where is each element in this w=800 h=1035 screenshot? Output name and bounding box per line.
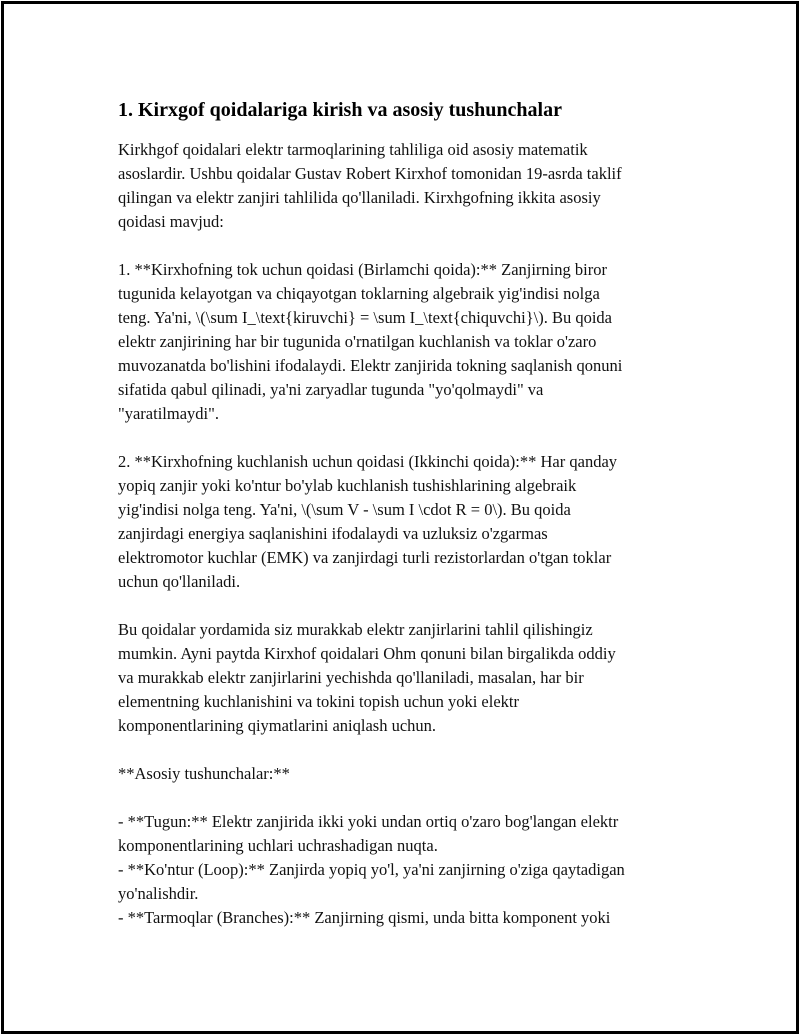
usage-paragraph: [118, 618, 698, 738]
list-item: - **Ko'ntur (Loop):** Zanjirda yopiq yo'l, ya'ni zanjirning o'ziga qaytadigan: [118, 860, 625, 879]
text-line: yopiq zanjir yoki ko'ntur bo'ylab kuchlanish tushishlarining algebraik: [118, 476, 577, 495]
text-line: yig'indisi nolga teng. Ya'ni, \(\sum V - \sum I \cdot R = 0\). Bu qoida: [118, 500, 571, 519]
text-line: elementning kuchlanishini va tokini topish uchun yoki elektr: [118, 692, 519, 711]
text-line: qoidasi mavjud:: [118, 212, 224, 231]
concepts-title: **Asosiy tushunchalar:**: [118, 764, 290, 783]
text-line: 2. **Kirxhofning kuchlanish uchun qoidasi (Ikkinchi qoida):** Har qanday: [118, 452, 618, 471]
text-line: sifatida qabul qilinadi, ya'ni zaryadlar tugunda "yo'qolmaydi" va: [118, 380, 544, 399]
text-line: Kirkhgof qoidalari elektr tarmoqlarining tahliliga oid asosiy matematik: [118, 140, 588, 159]
text-line: elektr zanjirining har bir tugunida o'rnatilgan kuchlanish va toklar o'zaro: [118, 332, 597, 351]
document-content: [118, 96, 698, 930]
text-line: yo'nalishdir.: [118, 884, 199, 903]
text-line: muvozanatda bo'lishini ifodalaydi. Elektr zanjirida tokning saqlanish qonuni: [118, 356, 623, 375]
text-line: komponentlarining uchlari uchrashadigan nuqta.: [118, 836, 438, 855]
text-line: "yaratilmaydi".: [118, 404, 219, 423]
text-line: va murakkab elektr zanjirlarini yechishda qo'llaniladi, masalan, har bir: [118, 668, 584, 687]
text-line: zanjirdagi energiya saqlanishini ifodalaydi va uzluksiz o'zgarmas: [118, 524, 548, 543]
text-line: Bu qoidalar yordamida siz murakkab elektr zanjirlarini tahlil qilishingiz: [118, 620, 593, 639]
text-line: qilingan va elektr zanjiri tahlilida qo'llaniladi. Kirxhgofning ikkita asosiy: [118, 188, 601, 207]
list-item: - **Tarmoqlar (Branches):** Zanjirning qismi, unda bitta komponent yoki: [118, 908, 611, 927]
text-line: komponentlarining qiymatlarini aniqlash uchun.: [118, 716, 437, 735]
text-line: mumkin. Ayni paytda Kirxhof qoidalari Ohm qonuni bilan birgalikda oddiy: [118, 644, 616, 663]
text-line: tugunida kelayotgan va chiqayotgan toklarning algebraik yig'indisi nolga: [118, 284, 600, 303]
document-page: [1, 1, 799, 1034]
text-line: elektromotor kuchlar (EMK) va zanjirdagi turli rezistorlardan o'tgan toklar: [118, 548, 612, 567]
concepts-list: [118, 810, 698, 930]
intro-paragraph: [118, 138, 698, 234]
text-line: teng. Ya'ni, \(\sum I_\text{kiruvchi} = \sum I_\text{chiquvchi}\). Bu qoida: [118, 308, 612, 327]
text-line: 1. **Kirxhofning tok uchun qoidasi (Birlamchi qoida):** Zanjirning biror: [118, 260, 607, 279]
list-item: - **Tugun:** Elektr zanjirida ikki yoki undan ortiq o'zaro bog'langan elektr: [118, 812, 619, 831]
rule-1-paragraph: [118, 258, 698, 426]
text-line: asoslardir. Ushbu qoidalar Gustav Robert Kirxhof tomonidan 19-asrda taklif: [118, 164, 622, 183]
text-line: uchun qo'llaniladi.: [118, 572, 241, 591]
rule-2-paragraph: [118, 450, 698, 594]
section-heading: 1. Kirxgof qoidalariga kirish va asosiy tushunchalar: [118, 99, 562, 121]
